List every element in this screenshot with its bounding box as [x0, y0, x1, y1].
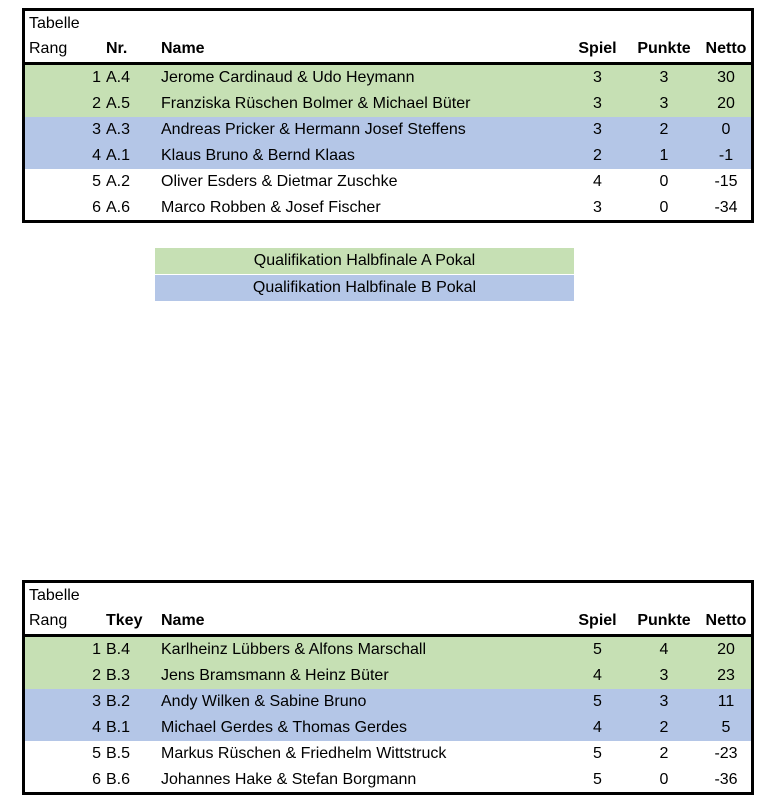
table-row: [25, 143, 751, 169]
nr-cell: A.6: [106, 199, 131, 216]
nr-cell: A.4: [106, 69, 131, 86]
rank-cell: 6: [92, 199, 101, 216]
nr-cell: B.5: [106, 745, 131, 762]
nr-cell: A.2: [106, 173, 131, 190]
rank-cell: 3: [92, 693, 101, 710]
spiel-cell: 3: [593, 95, 602, 112]
header-tkey: Tkey: [106, 612, 143, 629]
punkte-cell: 0: [659, 173, 669, 190]
header-netto: Netto: [705, 40, 747, 57]
name-cell: Oliver Esders & Dietmar Zuschke: [161, 173, 398, 190]
table-row: [25, 65, 751, 91]
netto-cell: -15: [714, 173, 738, 190]
punkte-cell: 3: [659, 69, 669, 86]
standings-table-group-b: [22, 580, 754, 795]
name-cell: Jens Bramsmann & Heinz Büter: [161, 667, 389, 684]
netto-cell: 20: [717, 641, 735, 658]
netto-cell: 5: [721, 719, 731, 736]
table-row: [25, 169, 751, 195]
netto-cell: 0: [721, 121, 731, 138]
table-title: Tabelle: [29, 15, 80, 32]
punkte-cell: 0: [659, 199, 669, 216]
name-cell: Franziska Rüschen Bolmer & Michael Büter: [161, 95, 471, 112]
spiel-cell: 3: [593, 69, 602, 86]
table-row: [25, 715, 751, 741]
rank-cell: 6: [92, 771, 101, 788]
name-cell: Andy Wilken & Sabine Bruno: [161, 693, 367, 710]
rank-cell: 2: [92, 95, 101, 112]
netto-cell: 11: [717, 693, 735, 710]
table-title-row: [25, 11, 751, 36]
spiel-cell: 4: [593, 719, 602, 736]
legend-halbfinale-b: Qualifikation Halbfinale B Pokal: [155, 275, 574, 301]
punkte-cell: 3: [659, 693, 669, 710]
table-row: [25, 663, 751, 689]
table-title-row: [25, 583, 751, 608]
rank-cell: 5: [92, 173, 101, 190]
name-cell: Marco Robben & Josef Fischer: [161, 199, 381, 216]
netto-cell: -1: [718, 147, 734, 164]
table-row: [25, 91, 751, 117]
nr-cell: A.3: [106, 121, 131, 138]
table-row: [25, 637, 751, 663]
legend-halbfinale-a: Qualifikation Halbfinale A Pokal: [155, 248, 574, 274]
nr-cell: B.2: [106, 693, 131, 710]
table-header-row: [25, 36, 751, 65]
spiel-cell: 5: [593, 771, 602, 788]
header-netto: Netto: [705, 612, 747, 629]
spiel-cell: 2: [593, 147, 602, 164]
table-row: [25, 741, 751, 767]
netto-cell: -34: [714, 199, 738, 216]
standings-table-group-a: [22, 8, 754, 223]
spiel-cell: 5: [593, 693, 602, 710]
table-title: Tabelle: [29, 587, 80, 604]
rank-cell: 1: [92, 641, 101, 658]
rank-cell: 3: [92, 121, 101, 138]
spiel-cell: 3: [593, 121, 602, 138]
header-punkte: Punkte: [637, 612, 691, 629]
nr-cell: B.1: [106, 719, 131, 736]
rank-cell: 1: [92, 69, 101, 86]
spiel-cell: 4: [593, 667, 602, 684]
name-cell: Andreas Pricker & Hermann Josef Steffens: [161, 121, 466, 138]
header-spiel: Spiel: [578, 40, 617, 57]
netto-cell: 23: [717, 667, 735, 684]
punkte-cell: 0: [659, 771, 669, 788]
nr-cell: A.1: [106, 147, 131, 164]
spiel-cell: 4: [593, 173, 602, 190]
rank-cell: 4: [92, 719, 101, 736]
netto-cell: -23: [714, 745, 738, 762]
netto-cell: 20: [717, 95, 735, 112]
header-punkte: Punkte: [637, 40, 691, 57]
rank-cell: 2: [92, 667, 101, 684]
rank-cell: 5: [92, 745, 101, 762]
name-cell: Karlheinz Lübbers & Alfons Marschall: [161, 641, 427, 658]
punkte-cell: 1: [659, 147, 669, 164]
header-rank: Rang: [29, 40, 68, 57]
punkte-cell: 3: [659, 667, 669, 684]
header-spiel: Spiel: [578, 612, 617, 629]
punkte-cell: 4: [659, 641, 669, 658]
header-rank: Rang: [29, 612, 68, 629]
netto-cell: -36: [714, 771, 738, 788]
header-name: Name: [161, 612, 205, 629]
nr-cell: B.3: [106, 667, 131, 684]
table-header-row: [25, 608, 751, 637]
rank-cell: 4: [92, 147, 101, 164]
punkte-cell: 3: [659, 95, 669, 112]
spiel-cell: 5: [593, 641, 602, 658]
header-name: Name: [161, 40, 205, 57]
netto-cell: 30: [717, 69, 735, 86]
table-row: [25, 195, 751, 221]
nr-cell: B.4: [106, 641, 131, 658]
header-nr: Nr.: [106, 40, 128, 57]
nr-cell: A.5: [106, 95, 131, 112]
spiel-cell: 5: [593, 745, 602, 762]
table-row: [25, 767, 751, 793]
table-row: [25, 117, 751, 143]
nr-cell: B.6: [106, 771, 131, 788]
spiel-cell: 3: [593, 199, 602, 216]
punkte-cell: 2: [659, 719, 669, 736]
name-cell: Jerome Cardinaud & Udo Heymann: [161, 69, 415, 86]
name-cell: Michael Gerdes & Thomas Gerdes: [161, 719, 408, 736]
name-cell: Johannes Hake & Stefan Borgmann: [161, 771, 417, 788]
name-cell: Markus Rüschen & Friedhelm Wittstruck: [161, 745, 447, 762]
name-cell: Klaus Bruno & Bernd Klaas: [161, 147, 355, 164]
punkte-cell: 2: [659, 745, 669, 762]
table-row: [25, 689, 751, 715]
punkte-cell: 2: [659, 121, 669, 138]
